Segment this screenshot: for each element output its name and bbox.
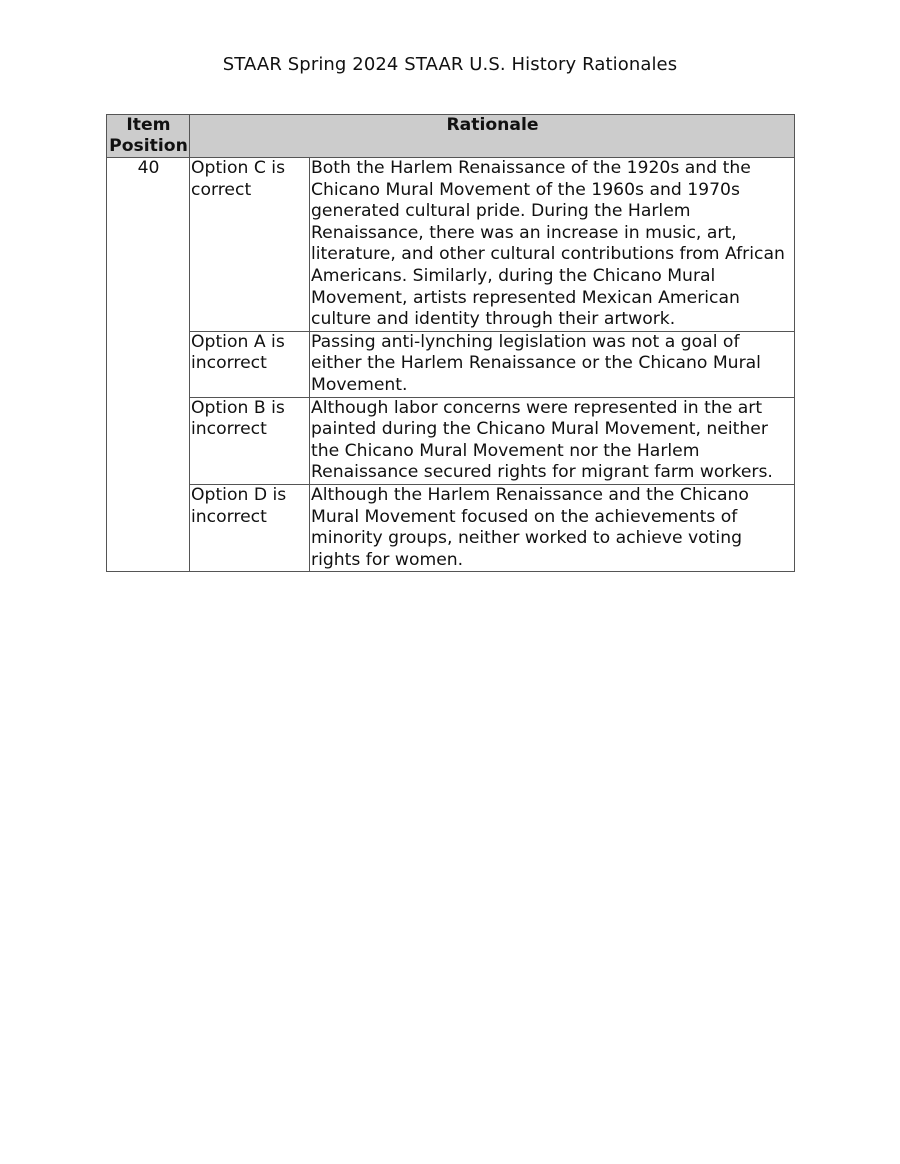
option-cell: Option A is incorrect (190, 331, 310, 397)
table-row (107, 158, 795, 332)
item-position-cell: 40 (107, 158, 190, 572)
table-row (107, 484, 795, 571)
rationales-table (106, 114, 795, 572)
rationale-header: Rationale (190, 115, 795, 158)
rationale-cell: Passing anti-lynching legislation was not a goal of either the Harlem Renaissance or the Chicano Mural Movement. (310, 331, 795, 397)
option-cell: Option B is incorrect (190, 397, 310, 484)
table-row (107, 331, 795, 397)
page-title: STAAR Spring 2024 STAAR U.S. History Rationales (222, 54, 678, 75)
table-header-row (107, 115, 795, 158)
option-cell: Option C is correct (190, 158, 310, 332)
rationale-cell: Although the Harlem Renaissance and the Chicano Mural Movement focused on the achievements of minority groups, neither worked to achieve voting rights for women. (310, 484, 795, 571)
rationale-cell: Both the Harlem Renaissance of the 1920s and the Chicano Mural Movement of the 1960s and 1970s generated cultural pride. During the Harlem Renaissance, there was an increase in music, art, literature, and other cultural contributions from African Americans. Similarly, during the Chicano Mural Movement, artists represented Mexican American culture and identity through their artwork. (310, 158, 795, 332)
option-cell: Option D is incorrect (190, 484, 310, 571)
rationale-cell: Although labor concerns were represented in the art painted during the Chicano Mural Movement, neither the Chicano Mural Movement nor the Harlem Renaissance secured rights for migrant farm workers. (310, 397, 795, 484)
table-row (107, 397, 795, 484)
item-position-header: Item Position (107, 115, 190, 158)
